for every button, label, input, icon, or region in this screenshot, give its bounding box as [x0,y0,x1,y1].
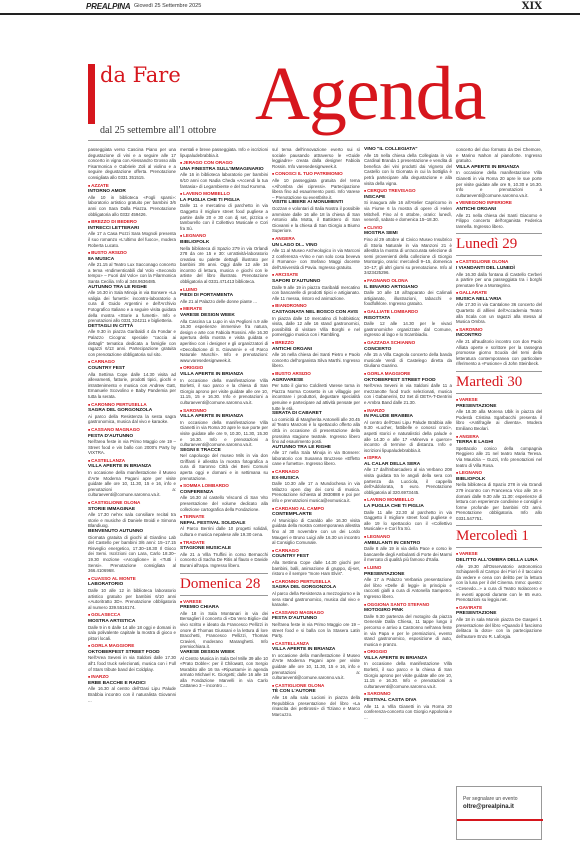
event-description: Nel capoluogo del museo Mils in via don Griffanti è allestita la mostra fotografica a cura di Saronno Città dei Beni Comuni aperta oggi e domani e in settimana su prenotazione. [180,453,268,481]
event-description: In occasione della manifestazione Villa Gianetti in via Roma 20 apre le sue porte per visite guidate alle ore 9, 10.30, 11.30, 15.30 e 16.30. Info e prenotazioni a culturaeventi@comune.saronno.va.it. [180,419,268,448]
event-title: COUNTRY FEST [272,554,310,560]
event-location: ■ GAZZADA SCHIANNO [364,340,452,347]
event-description: Alle 17 a Palazzo Verbania presentazione del libro «Delle di leggi» in principio e racconti gialli a cura di Antonella Sampetro. Ingresso libero. [364,577,452,599]
event-location: ■ CARDANO AL CAMPO [272,506,360,513]
event-title: PIEDI DI PORTAMENTA [180,293,234,299]
event-title: COUNTRY FEST [88,365,126,371]
event-description: Alle 16.30 dalla fontana di Castello Cerberi a partire per una passeggiata tra i borghi prenotare fine a Montegrino. [456,271,542,288]
event-description: Dalle 10.30 alle 17 a Mundochesa in via Milazzo open day dei corsi di musica. Prenotazione richiesta al 3930888 e poi per info e prenotazioni musica@exmusica.it. [272,481,360,504]
event-title: DELITTO ALL'OMBRA DELLA LUNA [456,558,538,564]
event-description: Alle 18.30 alla Morena Ubik in piazza del Podestà Cristina Sgarbacchi presenta il libro «Antifragile ai diventa». Modera Emiliano Beolari. [456,409,542,431]
event-location: ■ ANGERA [456,434,542,441]
event-title: VILLA APERTE IN BRIANZA [272,647,336,653]
event-description: Alle 21.15 al Teatro Lux Sacconago concerto a tema «Indimenticabili dal Volo «Secondo tempo» – Fuori dal Volo» con la Filarmonica Santa Cecilia. Info al 348.9636485. [88,262,176,285]
event-location: ■ ORIGGIO [180,365,268,372]
event-description: Alle 16.30 al centro dell'Oasi Lipu Palude Brabbia incontro con il naturalista Giovanni ... [88,686,176,703]
event-description: In piazza dalle 10 mercatino di hobbistica; visita, dalle 12 alle 16 stand gastronomici, possibilità di visitare Villa Borghi e nel pomeriggio musica con i Rambling. [272,315,360,338]
event-location: ■ AZZATE [88,183,176,190]
event-location: ■ CASTELLANZA [88,458,176,465]
event-location: ■ CASSANO MAGNAGO [272,610,360,617]
event-title: FESTA D'AUTUNNO [272,616,318,622]
event-location: ■ OGGIONA SANTO STEFANO [364,602,452,609]
event-title: LA PUGLIA CHE TI PIGLIA [180,197,240,203]
event-description: Nell'area feste in via Primo Maggio ore 19 – Street food e vin ballo con 2000's Party by VIXTRA. [88,439,176,456]
event-location: ■ CUASSO AL MONTE [88,576,176,583]
event-description: Alla Settima Cope dalle 14.30 giochi per bambini, balli, animazione di gruppo, dj-set, ristoro e il sempre "more Ham Elvis". [272,559,360,577]
event-title: VARESE DESIGN WEEK [180,313,235,319]
event-location: ■ VENEGONO INFERIORE [456,200,542,207]
event-description: Alle 16 alla sala Lucioni in piazza della Repubblica presentazione del libro «La rinascita dei pettirossi» di Tiziano e Marco Marcuzzo. [272,695,360,717]
event-location: ■ GORLA MAGGIORE [364,371,452,378]
event-title: RISOTTATA [364,315,391,321]
event-location: ■ ANGERA [272,236,360,243]
event-description: Fino al 29 ottobre al Civico Museo Insubrico di Storia Naturale in via Manzoni 21 è allestita la mostra di un'accurata selezione di semi provenienti della collezione di Giorgio Montorgio, orario: mercoledì 9–15, domenica 10–17; gli altri giorni su prenotazione. Info al 3423425296. [364,236,452,276]
event-location: ■ LUINO [180,287,268,294]
event-location: ■ GOLASECCA [88,612,176,619]
event-description: Lo comicità di Margherita Antonelli alle 20.45 al Teatro Manzoni è lo spettacolo offerto alla città in occasione di presentazione della prossima stagione teatrale. Ingresso libero fino ad esaurimento posti. [272,416,360,445]
event-location: ■ TERNATE [180,514,268,521]
event-description: Alle 11 al Museo Archeologico in via Marconi 2 conferenza «Vino e non solo cosa beveva il Romano» con Stefano Maggi docente dell'Università di Pavia. Ingresso gratuito. [272,248,360,270]
event-location: ■ BUSTO ARSIZIO [88,250,176,257]
event-description: Alle 21 a Villa Truffini in corso Bernacchi concerto di Sacha De Ritis al flauto e Davide Burani all'arpa. Ingresso libero. [180,551,268,568]
continued-text: concerto del duo formato da Dei Chemore, e Marino Nahon al pianoforte. Ingresso gratuito. [456,147,542,164]
event-location: ■ SARONNO [180,408,268,415]
event-location: ■ BREZZO DI BEDERO [88,219,176,226]
event-title: TÈ CON L'AUTORE [272,689,316,695]
event-description: In occasione della manifestazione Villa Borletti, il suo parco e la chiesa di San Giorgio aprono per visite guidate alle ore 10, 11.15 e 16.30. Info e prenotazioni a culturaeventi@comune.saronno.va.it. [364,661,452,689]
event-title: EX-MUSICA [272,475,299,481]
event-description: Nella biblioteca di Spazio 278 in via Grandi 279 incontro con Francesca Vico alle 16 e domani dalle 9.30 alle 11.30: esperienze di lettura con esperienze condivise e consigli e forme profonde per bambini 0/3 anni. Prenotazione obbligatoria. Info allo 0331.547751. [456,482,542,521]
event-description: Dalle 10 alle 12 in biblioteca laboratorio artistico gratuito per bambini 6/10 anni «Autoritratto 3D». Prenotazione obbligatoria al numero 339.5516174. [88,587,176,610]
event-description: Nell'area feste in via Primo Maggio ore 19 – street food e si balla con la Stasera Latin Party. [272,621,360,639]
submit-event-accent [457,819,543,821]
header-accent-bar [88,64,95,124]
event-title: VILLA APERTE IN BRIANZA [456,164,520,170]
event-location: ■ BREZZO [272,340,360,347]
event-title: AL CALAR DELLA SERA [364,461,421,467]
event-description: Per tutto il giorno Coldiretti Varese torna in Piazza Norma Cossetto in un villaggio per incontrare i produttori, degustare specialità genuine e partecipare ad attività pensate per tutte le età. [272,383,360,411]
event-title: UNA FINESTRA SULL'IMMAGINARIO [180,166,264,172]
event-description: Alle 21 all'auditorio incontro con don Paolo Alliata operte e scrittore per la rassegna promosse giorno Scuola del temi della letteratura contemporanea con particolare riferimento a «Fusione» di John Steinbeck. [456,339,542,367]
event-description: Al Parco Berrini dalle 10 progetti solidali, cultura e musica nepalese alle 19.30 cena. [180,526,268,537]
agenda-column-5 [456,147,542,639]
event-title: BIBLIOFOLK [456,476,486,482]
event-title: CONTEMPLARTE [272,512,312,518]
event-title: BIBLIOFOLK [180,239,210,245]
event-title: AUTUNNO TRA LE RIGHE [272,444,331,450]
event-title: PRESENTAZIONE [456,403,497,409]
event-title: ANTICHI ORGANI [272,346,312,352]
event-description: Dalle 9.30 partenza del motogiro da piazza Generale Dalla Chiesa, 11 tappe lungo il percorso e arrivo a Castronno nell'area feste in via Papa e per le premiazioni, evento stand gastronomico, esposizione di auto, musica e pranzo. [364,613,452,647]
event-location: ■ CARONNO PERTUSELLA [272,579,360,586]
event-description: Al centro dell'Oasi Lipu Palude Brabbia alle 9.30 «Lucher, fattibelle e conosci croci», aspetti storici e naturalistici della palude e alle 14.30 e alle 17 «Minerva e querce» incontro di termine di distanza. Info e iscrizioni lipupaludebrabbia.it. [364,419,452,453]
event-description: Alle 16 nella chiesa dei Santi Pietro e Paolo concerto dell'organista Silva Marthi. Ingresso libero. [272,352,360,369]
continued-text: sul tema dell'innovazione everto sui sì sociale pausando attraverso le «Guide leggiadre» creata dalla designer Fabiola Rossin. Info varesedesignweek.it. [272,147,360,169]
day-heading: Martedì 30 [456,371,542,394]
event-description: In occasione della manifestazione Villa Gianetti in via Roma 20 apre le sue porte per visite guidate alle ore 9, 10.30 e 16.30. Info e prenotazioni a culturaeventi@comune.saronno.va.it. [456,170,542,198]
event-description: Dalle 10 alle 18 all'apparato dei Calimali artigianato, illustrazioni, tabacchi e foodfolklore. Ingresso gratuito. [364,290,452,307]
event-title: VILLA APERTE IN BRIANZA [88,464,152,470]
event-title: CONFERENZA [180,489,214,495]
event-description: Dalle 11 e mercatino di parchetto in via Gaggetto il migliore street food pugliese a partire dalle 20 e 30 con dj set, pizzica e tamburello con il Collettivo Musicale e Cori fra Sù. [180,203,268,231]
event-description: Alle 18 in Sala Montanari in via dei Bersaglieri il concerto di «Da Vero Biglio» dal vivo scritto e ideato da Francesco Pellizzi in onore di Thomas Giussani e la lettura di lore Bracchetti, Francesco Pellizzi, Thomas Cravieri, moderano Maranghetti. Info premiochiara.it. [180,610,268,650]
event-description: Al Centro Musica in Sala Del Mille 39 alle 10 «Prato Doble»: per il Chilowatt, con Sergio Morabito alle 16 tra «Ripuntami» in agenda armato Michael K. Giorgetti; dalle 16 alle 18 alla Fondazione Marvelli in via Carlo Cattaneo 3 – incontro ... [180,655,268,689]
event-location: ■ CARNAGO [272,469,360,476]
event-description: Alle 15 nella chiesa della Collegiata in via Cardinal Branda 1 presentazione e vendita di benefica dei vini prodotti dai Vigneto del Castello con lo Giornata in cui la bottiglia è petrà partecipare alla degustazione e alla visita della vigna. [364,152,452,186]
page-subtitle: dal 25 settembre all'1 ottobre [100,125,217,136]
event-title: AMBULANTI IN CENTRO [364,540,421,546]
event-title: UN LAGO DI... VINO [272,242,318,248]
event-location: ■ CASSANO MAGNAGO [88,427,176,434]
event-description: Spettacolo conico della compagnia Reggiero alle 21 nel teatro Maria Teresa. Via Maurizia – Guzzi, Info prenotazioni nel teatro di Villa Rosa. [456,445,542,468]
event-description: Alle 17 nella Sala Minoja in via Bonsere: laboratorio con Susanna Bruzzese «Effetto cane e fumetto». Ingresso libero. [272,450,360,467]
masthead [0,0,580,15]
event-location: ■ CARNAGO [88,359,176,366]
event-description: In occasione della manifestazione Villa Borletti, il suo parco e la chiesa di San Giorgio aprono per visite guidate alle ore 10, 11.15, 15 e 16.30. Info e prenotazioni a culturaeventi@comune.saronno.va.it. [180,377,268,405]
event-description: Alle 21 al Palazzo delle donne piante ... [180,298,257,304]
event-location: ■ CARNAGO [272,548,360,555]
event-title: FESTA D'AUTUNNO [88,433,134,439]
event-description: Dalle 8 alle 19 in via della Pace e corso le bancarelle degli Ambulanti di Forte dei Marmi il mercato di qualità più famoso d'Italia. [364,546,452,563]
event-title: TERRA E LAGHI [456,440,494,446]
event-title: IN PALUDE BRABBIA [364,414,413,420]
event-description: Si inaugura alle 16 all'Atelier Capricorno in via Fiume 6 la mostra di opere di Helen Mitchell. Fino al 6 ottobre, orario: lunedì, venerdì, sabato e domenica 15–18.30. [364,200,452,223]
event-description: Alle 16.30 al castello Visconti di San Vito presentazione del volume dedicato alla collezione cartografica della Fondazione. [180,495,268,512]
event-description: Alle 19.30 all'Osservatorio astronomico Schiaparelli al Campo dei Fiori è il taccuino da vedere e cena con delitto per la lettura con la luna per il del Cinema. Inmo: questo: «Cesevdo...» a cura di Teatro Isolaccero e in eventi apposti durante con le 65 euro. Prenotazioni su leggio.net. [456,563,542,603]
agenda-column-1 [88,147,176,703]
agenda-column-2 [180,147,268,689]
event-title: SAGRA DEL GORGONZOLA [272,585,337,591]
event-location: ■ CASTIGLIONE OLONA [272,683,360,690]
event-title: PREMIO CHIARA [180,605,219,611]
event-title: MOTOGIRO PINK [364,608,404,614]
event-title: VINO "IL COLLEGIATA" [364,147,418,152]
event-description: Alle 17.30 nel'ex sala consiliare recital tra storie e musiche di Daniele Broidi e Simona Blandiuog. [88,512,176,529]
agenda-column-3 [272,147,360,717]
event-title: DETTAGLI IN CITTÀ [88,323,134,329]
event-location: ■ SARONNO [364,691,452,698]
event-location: ■ TRADATE [180,540,268,547]
event-location: ■ LUINO [364,565,452,572]
event-location: ■ GALLIATE LOMBARDO [364,309,452,316]
event-location: ■ GAVIRATE [456,605,542,612]
header-divider [88,140,540,141]
event-title: VARESE DESIGN WEEK [180,649,235,655]
event-description: Alle 10 in biblioteca «Fogli sparsi»: laboratorio artistico gratuito per bambini 3/6 anni con Sara Dalla Piazza. Prenotazione obbligatoria allo 0332 459426. [88,194,176,217]
event-description: Al Municipio di Caraldo alle 16.30 visita guidata della mostra contemporanea allestita fino al 30 novembre con un dei Lordo Maugeri e Bruno Luigi alle 16.30 un incontro al Consiglio Comunale. [272,517,360,546]
event-location: ■ LEGNANO [456,470,542,477]
event-title: MOSTRA SEMI [364,231,398,237]
event-title: VILLA APERTE IN BRIANZA [180,414,244,420]
event-description: Alle 18 in sala Morvin piazza De Gasperi 1 presentazione del libro «Quando il fascismo delitaca la doto» con la partecipazione dell'autore Enzo R. Laforgia. [456,617,542,639]
event-title: OKTOBERFEST STREET FOOD [364,377,436,383]
event-location: ■ SARONNO [456,327,542,334]
submit-event-label: Per segnalare un evento [463,796,518,802]
event-location: ■ MERATE [180,306,268,313]
event-description: In occasione della manifestazione il Museo d'Arte Moderna Pagani apre per visite guidate alle ore 10, 11.30, 15 e 16, info e prenotazioni a: culturaeventi@comune.saronno.va.it. [88,470,176,498]
event-location: ■ CASTIGLIONE OLONA [456,259,542,266]
event-description: Nell'Area Seveni in via Saldoni dalle 11 a mezzanotte food truck selezionati, musica con i Gabanerini, DJ Set di DETA-T-Dentrini e Ambra Band dalle 21.30. [364,383,452,405]
event-title: FESTIVAL CASTA DIVA [364,698,417,704]
event-description: Alle 16.30 in Sala Minoja in via Bonsere «La valigia dei fumetti»: incontro-laboratorio a cura di Guido Argentini e dell'Archivio Fotografico Italiano e a seguire visita guidata della mostra «Storie a fumetti». Info e prenotazioni allo 0331 324211 e biglietteria. [88,290,176,324]
event-description: Alle 17 a Casa Pozzi Sara Mognoli presenta il suo romanzo «L'ultimo del fuoco», modera Roberta Lucato. [88,231,176,248]
submit-event-box [456,786,542,840]
event-title: MOSTRA ARTISTICA [88,618,136,624]
event-description: Alle 16 in biblioteca laboratorio per bambini 6/10 anni con Nadia Cheda «Accendi la tua fantasia» di Legambiente e del Sud Kumma. [180,172,268,189]
event-description: Gozzan e volontari di Italia Nostra il possibile ammirare dalle 16 alle 18 la chiesa di San Antonio alla Motta, il Battistero di San Giovanni e la chiesa di San Giorgio a Biumo Superiore. [272,205,360,234]
event-title: VILLA APERTE IN BRIANZA [180,371,244,377]
event-description: Alle 15 a Villa Cagnola concerto della banda musicale Verdi di Castelego diretta da Giuliano Guarino. [364,352,452,369]
event-description: Alle 10 passeggiata gratuita del tema «All'ombra dei cipressi». Partecipazione libera fino ad esaurimento posti. Info Varese – Prenotazione su eventbrite.it. [272,177,360,200]
event-location: ■ CASTIGLIONE OLONA [88,500,176,507]
event-location: ■ BUSTO ARSIZIO [272,371,360,378]
event-description: Alle 21 nella chiesa dei Santi Giacomo e Filippo concerto dell'organista Federica Iannella. Ingresso libero. [456,212,542,229]
event-location: ■ LAVENO MOMBELLO [364,497,452,504]
event-location: ■ BIANDRONNO [272,303,360,310]
page-number: XIX [521,1,542,12]
event-location: ■ LEGNANO [180,233,268,240]
event-description: Dalle 9 in 6 dalle 14 alle 18 oggi e domani in sala polivalente capitale la mostra di gioco e pittori locali. [88,624,176,641]
event-title: VISITE LIBERE AI MONUMENTI [272,200,343,206]
event-location: ■ VARESE [456,551,542,558]
event-description: Ai parco della Resistenza la sesta sagra gastronomica, musica dal vivo e karaoke. [88,413,176,425]
event-description: Alle 9.30 in piazza Garibaldi 4 da Fondar e Palazzo Cicogna: speciale "caccia ai dettagli" tematica dedicata a famiglie con ragazzi 6/13 anni. Partecipazione gratuita con prenotazione obbligatoria sul sito. [88,329,176,357]
event-location: ■ JERAGO CON ORAGO [180,160,268,167]
page-title: Agenda [255,52,486,136]
event-title: AUTUNNO TRA LE RIGHE [88,284,147,290]
event-location: ■ CONOSCI IL TUO PATRIMONIO [272,171,360,178]
event-description: Alle 17.30 in via Cantalone 36 concerto del Quartetto di alllievi dell'Accademia Teatro alla Scala con un ragazzi alla stessa al Musica Ombra. [456,302,542,325]
event-description: Al parco della Resistenza a mezzogiorno e la sera stand gastronomico, musica dal vivo e karaoke. [272,590,360,608]
submit-event-email[interactable]: oltre@prealpina.it [463,804,514,810]
event-location: ■ VARESE [456,397,542,404]
event-description: Alla Cascina La Lupo in via Peglioni n.9 alle 16.30 esperienze immersive fra natura, design e arte con Fabiola Rossini. Alle 16.30 apertura della mostra e visita guidata e aperitivo con i designer e gli organizzatori di «Decollazione di S. Giovanni» e «Il Parco Naturale Muschi». Info e prenotazioni: www.varesedesignweek.it. [180,318,268,363]
event-title: INSCAPE [364,194,386,200]
event-location: ■ VARESE [180,599,268,606]
event-location: ■ FAGNANO OLONA [364,278,452,285]
event-title: 8A MUSICA [88,256,115,262]
event-description: Nella biblioteca di Spazio 279 in via Orlandi 278 da ore 15 e 30: un'attività-laboratorio creativa su palette dettagli illustrato per bambini 3/6 anni. Oggi dalle 12 alle 16 incontro di lettura, musica e giochi con le artiste del libro illustrato. Prenotazione obbligatoria al 0331.471413 biblioteca. [180,245,268,285]
event-location: ■ INARZO [364,408,452,415]
event-description: Alla Settima Cope dalle 14.30 visita ad allevamenti, fattorie, prodotti tipici, giochi e intrattenimento e musica con Andrew Gatt, Emanuele Scovolino e Baby Pandemia per tutta la serata. [88,371,176,399]
event-location: ■ INARZO [88,674,176,681]
day-heading: Mercoledì 1 [456,525,542,548]
continued-text: passeggiata verso Cascina Piano per una degustazione di vini e a seguire alle 17 concerto in vigna con Alessandro Grosso alla Fisarmonica e Gabriele Zoli al violino e a seguire degustazione offerta. Prenotazione consigliata allo 0331 351515. [88,147,176,180]
event-location: ■ ORIGGIO [364,649,452,656]
event-title: MUSICA NELL'ARIA [456,296,502,302]
event-location: ■ CARONNO PERTUSELLA [88,402,176,409]
event-description: Alle 11 a Villa Gianetti in via Roma 20 conferenza-concerto con Giorgio Appolonia e ... [364,703,452,720]
event-title: LABORATORIO [88,582,124,588]
event-location: ■ CLIVIO [364,225,452,232]
event-title: I VIANDANTI DEL LUNEDÌ [456,265,515,271]
event-location: ■ CERQUO TREVISAGO [364,188,452,195]
event-title: BENVENUTO AUTUNNO [88,529,144,534]
event-title: SAPORI D'AUTUNNO [272,279,321,285]
section-label: da Fare [100,63,181,87]
event-location: ■ ARCISATE [272,272,360,279]
day-heading: Domenica 28 [180,573,268,596]
event-title: STORIE IMMAGINAE [88,506,136,512]
event-location: ■ LEGNANO [364,534,452,541]
agenda-column-4 [364,147,452,720]
event-location: ■ CASTELLANZA [272,641,360,648]
event-title: PRESENTAZIONE [456,611,497,617]
event-title: INCONTRO [456,333,482,339]
event-title: SERATA DI CABARET [272,411,322,417]
event-title: INTRECCI LETTERARI [88,225,139,231]
event-description: Dalle 9 alle 19 in piazza Garibaldi mercatino con bancarelle di prodotti tipici e artigianato. Alle 11 messa, ristoro ed animazione. [272,284,360,301]
event-title: ERBE BACCHE E RADICI [88,680,146,686]
event-title: VILLA APERTE IN BRIANZA [364,655,428,661]
event-title: AGRIVARESE [272,377,304,383]
event-title: CONCERTO [364,346,392,352]
event-title: ANTICHI ORGANI [456,206,496,212]
event-location: ■ GORLA MAGGIORE [88,643,176,650]
event-title: CASTAGNATA NEL BOSCO CON AVIS [272,310,359,316]
event-title: OKTOBERFEST STREET FOOD [88,649,160,655]
event-description: Giornata gratuita di giochi al Giardino Lab del Castello per bambini 3/6 anni: 15–17.15 Risveglio energetico, 17.30–18.30 Il Gioco dei Semi. Iscrizioni con Lara, Carlo 18.30–19.30 mozione «Arcoglione» in «Tutti i Sensi». Prenotazione consigliata al 366.4106968. [88,534,176,574]
event-location: ■ GALLARATE [456,290,542,297]
event-location: ■ ISPRA [364,455,452,462]
masthead-logo: PREALPINA [86,2,131,11]
event-description: Nell'Area Seveni in via Saldoni dalle 17.30 all'1 food truck selezionati, musica con i Full of Stars tribute band dei Coldplay. [88,655,176,672]
day-heading: Lunedì 29 [456,233,542,256]
event-description: Dalle 12 alle 14.30 per le vivaci gastronomiche organizzate dal Comune, ingresso al lago e lo Scambiadio. [364,321,452,338]
event-description: Dalle 11 alle 22.30 al parchetto in via Gaggetto il migliore street food pugliese e alle 19 lo spettacolo con il «Collettivo Musicale» e Cori fra Sù. [364,509,452,532]
event-location: ■ SOMMA LOMBARDO [180,483,268,490]
event-description: Alle 17 dall'imbarcadero al via Verbano 208 visita guidata tra le angoli della sera con partenza da Lucciola, il cappella dell'Addolorata, 5 euro. Prenotazione obbligatoria al 320.6973445. [364,467,452,495]
event-title: IL BINARIO ARTIGIANO [364,284,418,290]
event-title: SAGRA DEL GORGONZOLA [88,408,153,414]
event-title: PRESENTAZIONE [364,571,405,577]
event-title: LA PUGLIA CHE TI PIGLIA [364,504,424,510]
event-title: INTORNO AMOR [88,189,126,195]
continued-text: mentali e breve passeggiata. Info e iscrizioni lipupaludebrabbia.it. [180,147,268,158]
event-title: NEPAL FESTIVAL SOLIDALE [180,520,246,526]
event-description: In occasione della manifestazione il Museo d'Arte Moderna Pagani apre per visite guidate alle ore 10, 11.30, 15 e 16, info e prenotazioni a: culturaeventi@comune.saronno.va.it. [272,652,360,681]
event-location: ■ LAVENO MOMBELLO [180,191,268,198]
masthead-date: Giovedì 25 Settembre 2025 [134,3,202,9]
event-title: SEGNI E TRACCE [180,447,221,453]
event-title: STAGIONE MUSICALE [180,546,232,552]
